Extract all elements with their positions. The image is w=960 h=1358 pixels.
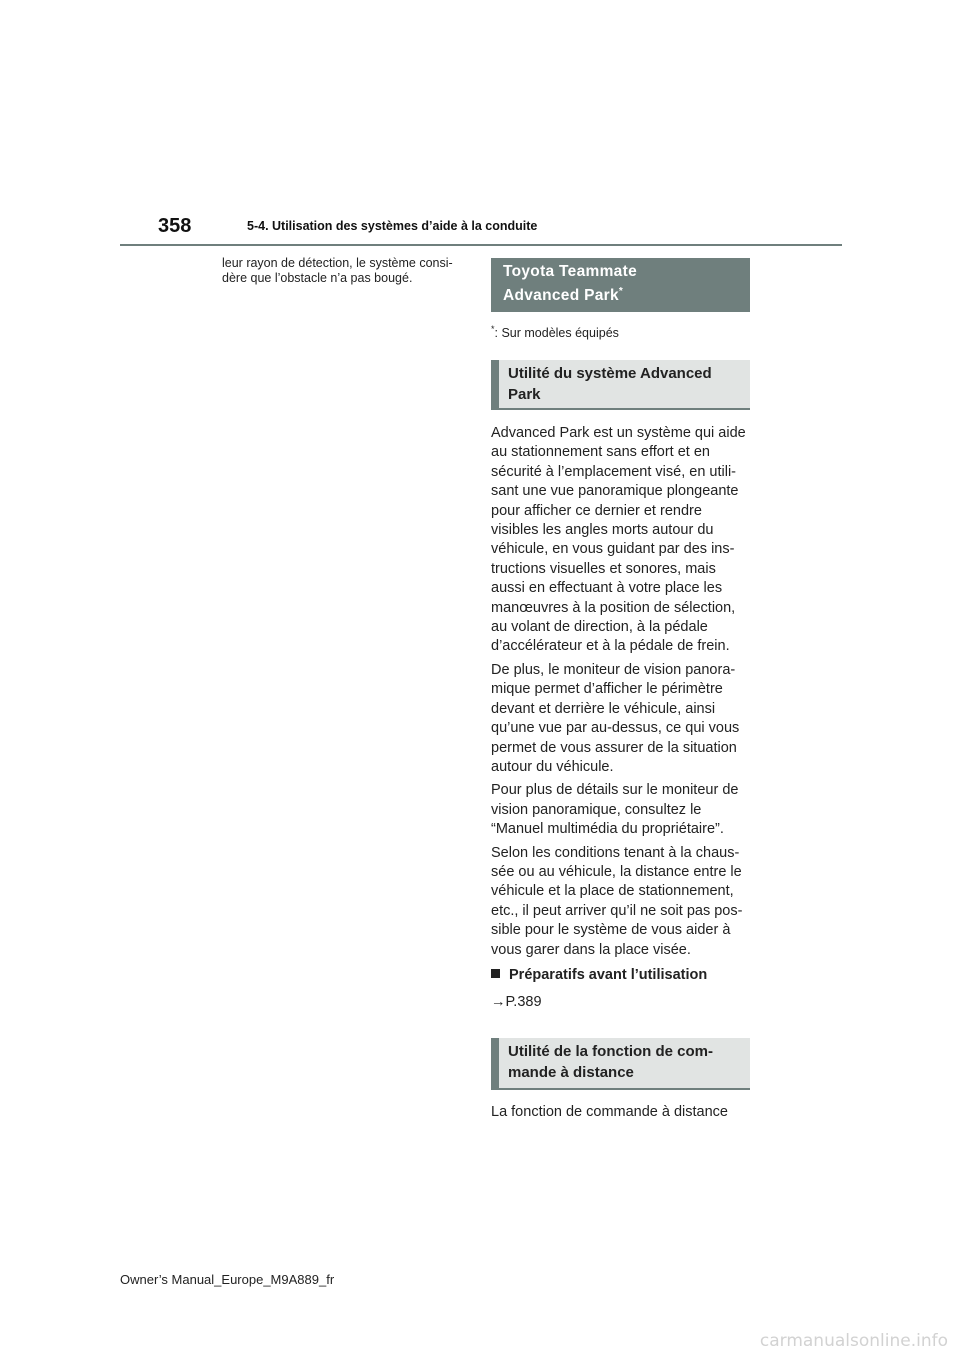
body-paragraph: Advanced Park est un système qui aide au stationnement sans effort et en sécurité à l’emplacement visé, en utili-sant une vue panoramique plongeante pour afficher ce dernier et rendre visibles les angles morts autour du véhicule, en vous guidant par des ins-tructions visuelles et sonores, mais aussi en effectuant à votre place les manœuvres à la position de sélection, au volant de direction, à la pédale d’accélérateur et à la pédale de frein. [491,425,746,655]
section-title-text: Advanced Park [503,287,619,304]
section-title-line [503,284,738,308]
subheading: Utilité du système Advanced Park [491,360,750,410]
left-column [222,256,468,286]
subheading: Utilité de la fonction de com-mande à distance [491,1038,750,1090]
header-rule [120,244,842,246]
footnote-marker: * [491,324,495,334]
body-paragraph: La fonction de commande à distance [491,1103,728,1120]
bullet-heading [491,966,750,985]
body-paragraph: De plus, le moniteur de vision panora-mique permet d’afficher le périmètre devant et derrière le véhicule, ainsi qu’une vue par au-dessus, ce qui vous permet de vous assurer de la situation autour du véhicule. [491,661,740,775]
left-column-line: leur rayon de détection, le système consi- [222,256,453,270]
section-title-box [491,258,750,312]
footnote-text: : Sur modèles équipés [494,326,619,341]
page-reference-link[interactable]: →P.389 [491,993,542,1010]
body-paragraph: Pour plus de détails sur le moniteur de vision panoramique, consultez le “Manuel multimédia du propriétaire”. [491,782,739,838]
left-column-line: dère que l’obstacle n’a pas bougé. [222,271,413,285]
running-header: 5-4. Utilisation des systèmes d’aide à la conduite [247,219,538,233]
watermark: carmanualsonline.info [759,1331,948,1351]
footer-manual-id: Owner’s Manual_Europe_M9A889_fr [120,1272,335,1287]
body-paragraph: Selon les conditions tenant à la chaus-sée ou au véhicule, la distance entre le véhicule et la place de stationnement, etc., il peut arriver qu’il ne soit pas pos-sible pour le système de vous aider à vous garer dans la place visée. [491,844,743,958]
page-number: 358 [158,215,192,237]
footnote [491,324,750,342]
section-title-line: Toyota Teammate [503,263,637,280]
title-footnote-marker: * [618,285,624,297]
square-bullet-icon [491,969,500,978]
bullet-heading-text: Préparatifs avant l’utilisation [509,966,708,983]
right-column [491,258,750,1122]
